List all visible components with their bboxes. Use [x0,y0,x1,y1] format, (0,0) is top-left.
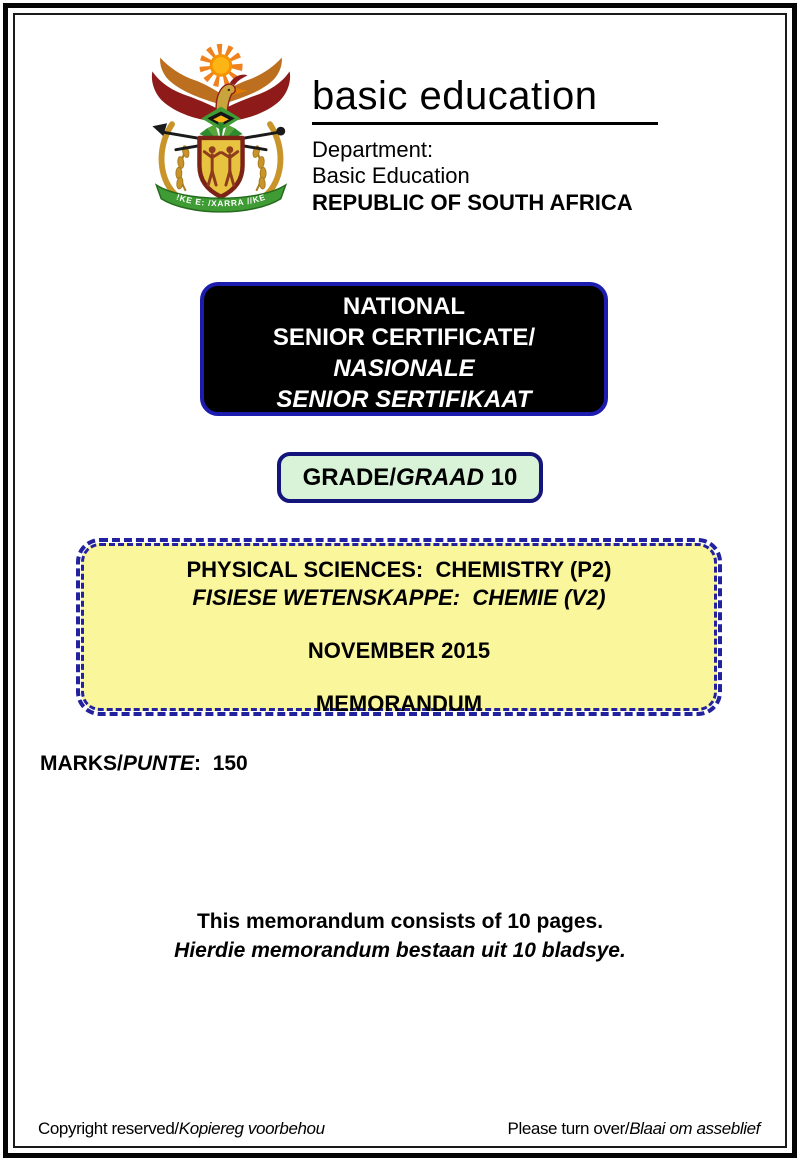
subject-title-af: FISIESE WETENSKAPPE: CHEMIE (V2) [192,585,606,610]
copyright-af: Kopiereg voorbehou [178,1119,325,1138]
marks-label-af: PUNTE [122,752,195,775]
subject-title-en: PHYSICAL SCIENCES: CHEMISTRY (P2) [186,557,612,582]
pages-note [0,907,800,965]
shield-icon [199,138,242,197]
department-name: Basic Education [312,163,470,188]
country-name: REPUBLIC OF SOUTH AFRICA [312,190,633,215]
grade-label-af: GRAAD [395,464,484,491]
certificate-line-3: NASIONALE [333,355,475,382]
turn-over-en: Please turn over/ [507,1119,630,1138]
subject-box [76,538,722,716]
coat-of-arms-motto: !KE E: /XARRA //KE [175,191,267,209]
certificate-line-1: NATIONAL [342,293,466,320]
marks-label-en: MARKS/ [40,752,123,775]
coat-of-arms-icon [140,38,302,234]
marks-line [40,752,248,776]
copyright-notice [38,1119,325,1139]
grade-number: 10 [483,464,518,491]
grade-label-en: GRADE/ [302,464,396,491]
department-label: Department: [312,137,434,162]
page-footer [38,1119,760,1139]
turn-over-notice [508,1119,760,1139]
turn-over-af: Blaai om asseblief [629,1119,760,1138]
certificate-line-4: SENIOR SERTIFIKAAT [276,386,532,413]
subject-box-inner [81,543,717,716]
copyright-en: Copyright reserved/ [38,1119,179,1138]
south-africa-coat-of-arms-logo [140,38,302,234]
brand-title: basic education [312,74,598,118]
grade-box [277,452,543,503]
department-wordmark [312,74,658,216]
exam-session: NOVEMBER 2015 [307,638,491,663]
document-type: MEMORANDUM [315,691,483,716]
sun-icon [205,50,236,81]
pages-note-af: Hierdie memorandum bestaan uit 10 bladsye. [174,939,626,962]
marks-value: : 150 [194,752,248,775]
pages-note-en: This memorandum consists of 10 pages. [196,910,604,933]
wordmark-underline [312,122,658,125]
certificate-line-2: SENIOR CERTIFICATE/ [272,324,536,351]
certificate-title-box [200,282,608,416]
